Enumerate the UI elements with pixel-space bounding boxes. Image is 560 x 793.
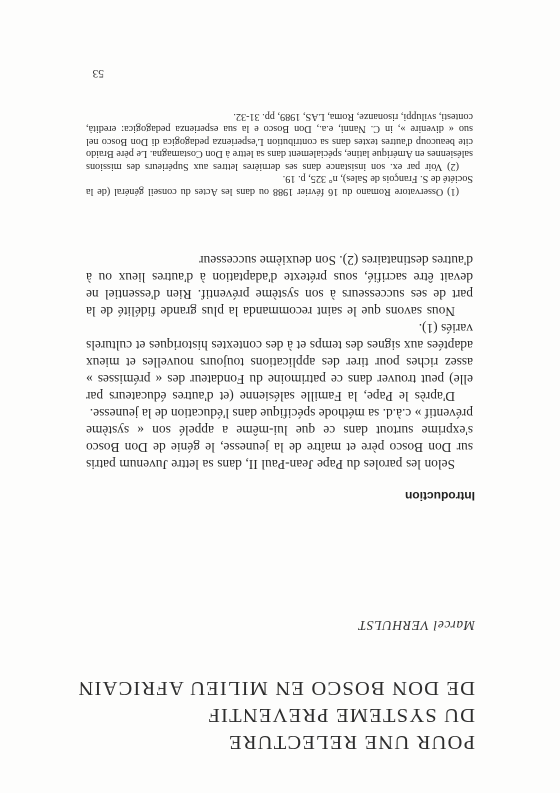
author-name: Marcel VERHULST — [358, 618, 475, 633]
footnotes — [86, 110, 473, 198]
title-line-1: POUR UNE RELECTURE — [227, 731, 475, 753]
paragraph: D'après le Pape, la Famille salésienne (et d'autres éducateurs par elle) peut trouver dans ce patrimoine du Fondateur des « prémisses » assez riches pour tirer des applications toujours nouvelles et mieux adaptées aux signes des temps et à des contextes historiques et culturels variés (1). — [86, 321, 473, 404]
footnote: (1) Osservatore Romano du 16 février 1988 ou dans les Actes du conseil général (de la Société de S. François de Sales), n° 325, p. 19. — [86, 173, 473, 197]
paragraph: Selon les paroles du Pape Jean-Paul II, dans sa lettre Juvenum patris sur Don Bosco père et maître de la jeunesse, le génie de Don Bosco s'exprime surtout dans ce que lui-même a appelé son « système préventif » c.à.d. sa méthode spécifique dans l'éducation de la jeunesse. — [86, 406, 473, 472]
body-text — [86, 252, 473, 473]
footnote: (2) Voir par ex. son insistance dans ses dernières lettres aux Supérieurs des missions salésiennes en Amérique latine, spécialement dans sa lettre à Don Costamagna. Le père Braido cite beaucoup d'autres textes dans sa contribution L'esperienza pedagogica di Don Bosco nel suo « divenire », in C. Nanni, e.a., Don Bosco e la sua esperienza pedagogica: eredità, contesti, sviluppi, risonanze, Roma, LAS, 1989, pp. 31-32. — [86, 111, 473, 172]
paragraph: Nous savons que le saint recommanda la plus grande fidélité de la part de ses successeurs à son système préventif. Rien d'essentiel ne devait être sacrifié, sous prétexte d'adaptation à d'autres lieux ou à d'autres destinataires (2). Son deuxième successeur — [86, 253, 473, 319]
page-number: 53 — [92, 67, 104, 79]
section-heading: Introduction — [405, 489, 475, 503]
title-line-2: DU SYSTEME PREVENTIF — [207, 704, 475, 726]
article-title — [77, 674, 475, 755]
title-line-3: DE DON BOSCO EN MILIEU AFRICAIN — [77, 677, 475, 699]
